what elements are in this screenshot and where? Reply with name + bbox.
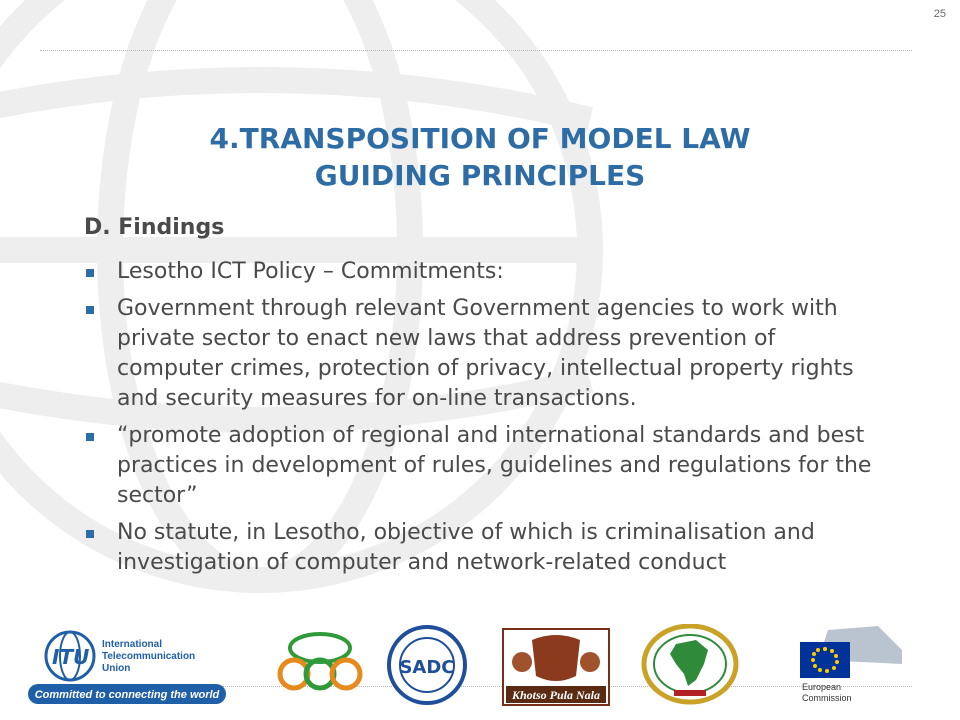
- sadc-letters: SADC: [399, 657, 455, 678]
- svg-text:ITU: ITU: [52, 645, 90, 669]
- list-item: [84, 257, 884, 287]
- coat-of-arms-icon: [502, 628, 610, 706]
- title-line-2: GUIDING PRINCIPLES: [314, 159, 646, 192]
- itu-emblem-icon: [28, 624, 228, 708]
- top-divider: [40, 50, 912, 51]
- african-union-emblem-icon: [640, 624, 740, 706]
- findings-heading: D. Findings: [84, 215, 225, 240]
- list-item: [84, 421, 884, 511]
- page-number: 25: [933, 8, 946, 20]
- itu-tagline: Committed to connecting the world: [34, 689, 220, 701]
- list-item-text: No statute, in Lesotho, objective of which is criminalisation and investigation of computer and network-related conduct: [117, 520, 815, 575]
- list-item-text: “promote adoption of regional and international standards and best practices in development of rules, guidelines and regulations for the sector”: [117, 423, 872, 508]
- regional-logo: [270, 630, 370, 700]
- itu-name-line-2: Telecommunication: [102, 651, 196, 662]
- lesotho-motto: Khotso Pula Nala: [511, 688, 601, 702]
- list-item: [84, 294, 884, 414]
- itu-name-line-3: Union: [102, 663, 131, 674]
- list-item: [84, 518, 884, 578]
- title-line-1: 4.TRANSPOSITION OF MODEL LAW: [209, 122, 751, 155]
- european-commission-emblem-icon: [798, 620, 908, 708]
- list-item-text: Government through relevant Government agencies to work with private sector to enact new laws that address prevention of computer crimes, protection of privacy, intellectual property rights and security measures for on-line transactions.: [117, 296, 854, 411]
- partner-logos: [28, 620, 940, 720]
- regional-emblem-icon: [270, 630, 370, 700]
- lesotho-coat-of-arms: [502, 628, 610, 706]
- sadc-logo: [386, 624, 468, 706]
- european-commission-logo: [798, 620, 908, 708]
- itu-name-line-1: International: [102, 639, 163, 650]
- square-bullet-icon: [86, 306, 94, 314]
- square-bullet-icon: [86, 269, 94, 277]
- itu-logo: [28, 624, 228, 708]
- findings-list: [84, 257, 884, 585]
- slide-title: [60, 120, 900, 194]
- ec-label-line-1: European: [802, 682, 842, 692]
- ec-label-line-2: Commission: [802, 693, 852, 703]
- african-union-logo: [640, 624, 740, 706]
- square-bullet-icon: [86, 530, 94, 538]
- sadc-seal-icon: [386, 624, 468, 706]
- list-item-text: Lesotho ICT Policy – Commitments:: [117, 259, 504, 284]
- square-bullet-icon: [86, 433, 94, 441]
